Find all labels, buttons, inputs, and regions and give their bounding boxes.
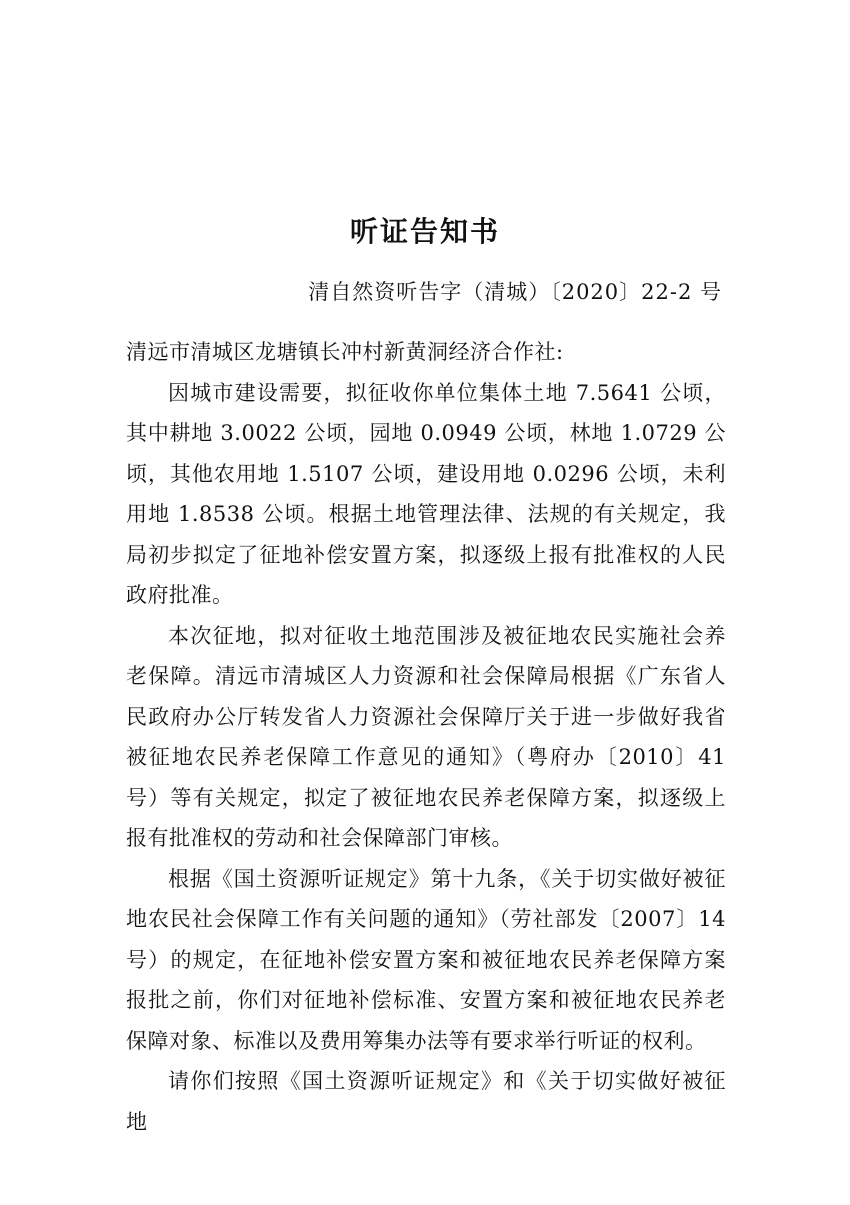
paragraph-request: 请你们按照《国土资源听证规定》和《关于切实做好被征地 [126,1069,726,1134]
document-number: 清自然资听告字（清城）〔2020〕22-2 号 [308,280,722,304]
addressee: 清远市清城区龙塘镇长冲村新黄洞经济合作社: [126,340,564,364]
document-title: 听证告知书 [349,215,500,248]
paragraph-social-security: 本次征地，拟对征收土地范围涉及被征地农民实施社会养老保障。清远市清城区人力资源和社会保障局根据《广东省人民政府办公厅转发省人力资源社会保障厅关于进一步做好我省被征地农民养老保障工作意见的通知》（粤府办〔2010〕41 号）等有关规定，拟定了被征地农民养老保障方案，拟逐级上报有批准权的劳动和社会保障部门审核。 [126,623,726,850]
document-body [126,332,726,1142]
paragraph-land-acquisition: 因城市建设需要，拟征收你单位集体土地 7.5641 公顷，其中耕地 3.0022 公顷，园地 0.0949 公顷，林地 1.0729 公顷，其他农用地 1.5107 公顷，建设用地 0.0296 公顷，未利用地 1.8538 公顷。根据土地管理法律、法规的有关规定，我局初步拟定了征地补偿安置方案，拟逐级上报有批准权的人民政府批准。 [126,380,726,607]
paragraph-hearing-rights: 根据《国土资源听证规定》第十九条，《关于切实做好被征地农民社会保障工作有关问题的通知》（劳社部发〔2007〕14 号）的规定，在征地补偿安置方案和被征地农民养老保障方案报批之前，你们对征地补偿标准、安置方案和被征地农民养老保障对象、标准以及费用筹集办法等有要求举行听证的权利。 [126,866,726,1053]
